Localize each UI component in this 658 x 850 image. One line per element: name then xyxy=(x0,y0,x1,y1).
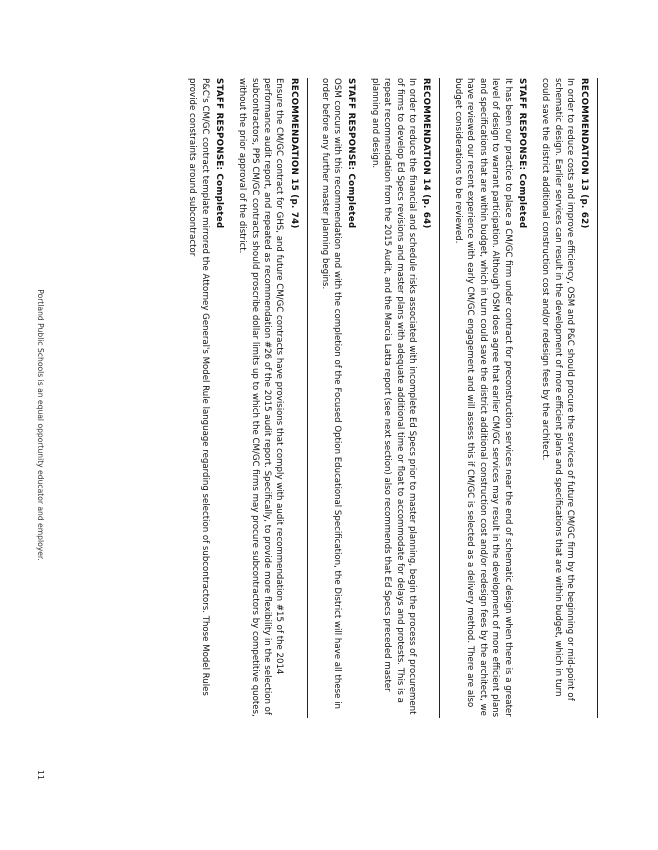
section-heading: RECOMMENDATION 15 (p. 74) xyxy=(288,78,299,229)
section-heading: STAFF RESPONSE: Completed xyxy=(516,78,527,229)
recommendation-13 xyxy=(451,78,597,718)
recommendation-15 xyxy=(186,78,307,718)
section-text: In order to reduce costs and improve efficiency, OSM and P&C should procure the services of future CM/GC firm by the beginning or mid-point of schematic design. Earlier services can result in the development of more efficient plans and specifications that are within budget, which in turn could save the district additional construction cost and/or redesign fees by the architect. xyxy=(540,78,575,701)
section-divider xyxy=(307,78,308,718)
page-footer: Portland Public Schools is an equal opportunity educator and employer. xyxy=(36,289,45,561)
section-text: It has been our practice to place a CM/GC firm under contract for preconstruction services near the end of schematic design when there is a greater level of design to warrant participation. Although OSM does agree that earlier CM/GC services may result in the development of more efficient plans and specifications that are within budget, which in turn could save the district additional construction cost and/or redesign fees by the architect, we have reviewed our recent experience with early CM/GC engagement and will assess this if CM/GC is selected as a delivery method. There are also budget considerations to be reviewed. xyxy=(452,78,513,718)
section-text: Ensure the CM/GC contract for GHS, and future CM/GC contracts have provisions that comply with audit recommendation #15 of the 2014 performance audit report, and repeated as recommendation #26 of the 2015 audit report. Specifically, to provide more flexibility in the selection of subcontractors, PPS CM/GC contracts should proscribe dollar limits up to which the CM/GC firms may procure subcontractors by competitive quotes, without the prior approval of the district. xyxy=(237,78,285,717)
section-text: P&C's CM/GC contract template mirrored the Attorney General's Model Rule language regarding selection of subcontractors. Those Model Rules provide constraints around subcontractor xyxy=(187,78,210,696)
section-text: In order to reduce the financial and schedule risks associated with incomplete Ed Specs prior to master planning, begin the process of procurement of firms to develop Ed Specs revisions and master plans with adequate additional time or float to accommodate for delays and protests. This is a repeat recommendation from the 2015 Audit, and the Marcia Latta report (see next section) also recommends that Ed Specs preceded master planning and design. xyxy=(369,78,418,715)
section-heading: STAFF RESPONSE: Completed xyxy=(213,78,224,229)
recommendation-14 xyxy=(319,78,440,718)
section-divider xyxy=(439,78,440,718)
section-text: OSM concurs with this recommendation and with the completion of the Focused Option Educational Specification, the District will have all these in order before any further master planning begins. xyxy=(319,78,343,709)
page-content xyxy=(175,78,598,718)
page-number: 11 xyxy=(36,769,45,780)
section-heading: RECOMMENDATION 14 (p. 64) xyxy=(421,78,432,229)
section-heading: RECOMMENDATION 13 (p. 62) xyxy=(579,78,589,229)
section-heading: STAFF RESPONSE: Completed xyxy=(346,78,357,229)
section-divider xyxy=(597,78,598,718)
